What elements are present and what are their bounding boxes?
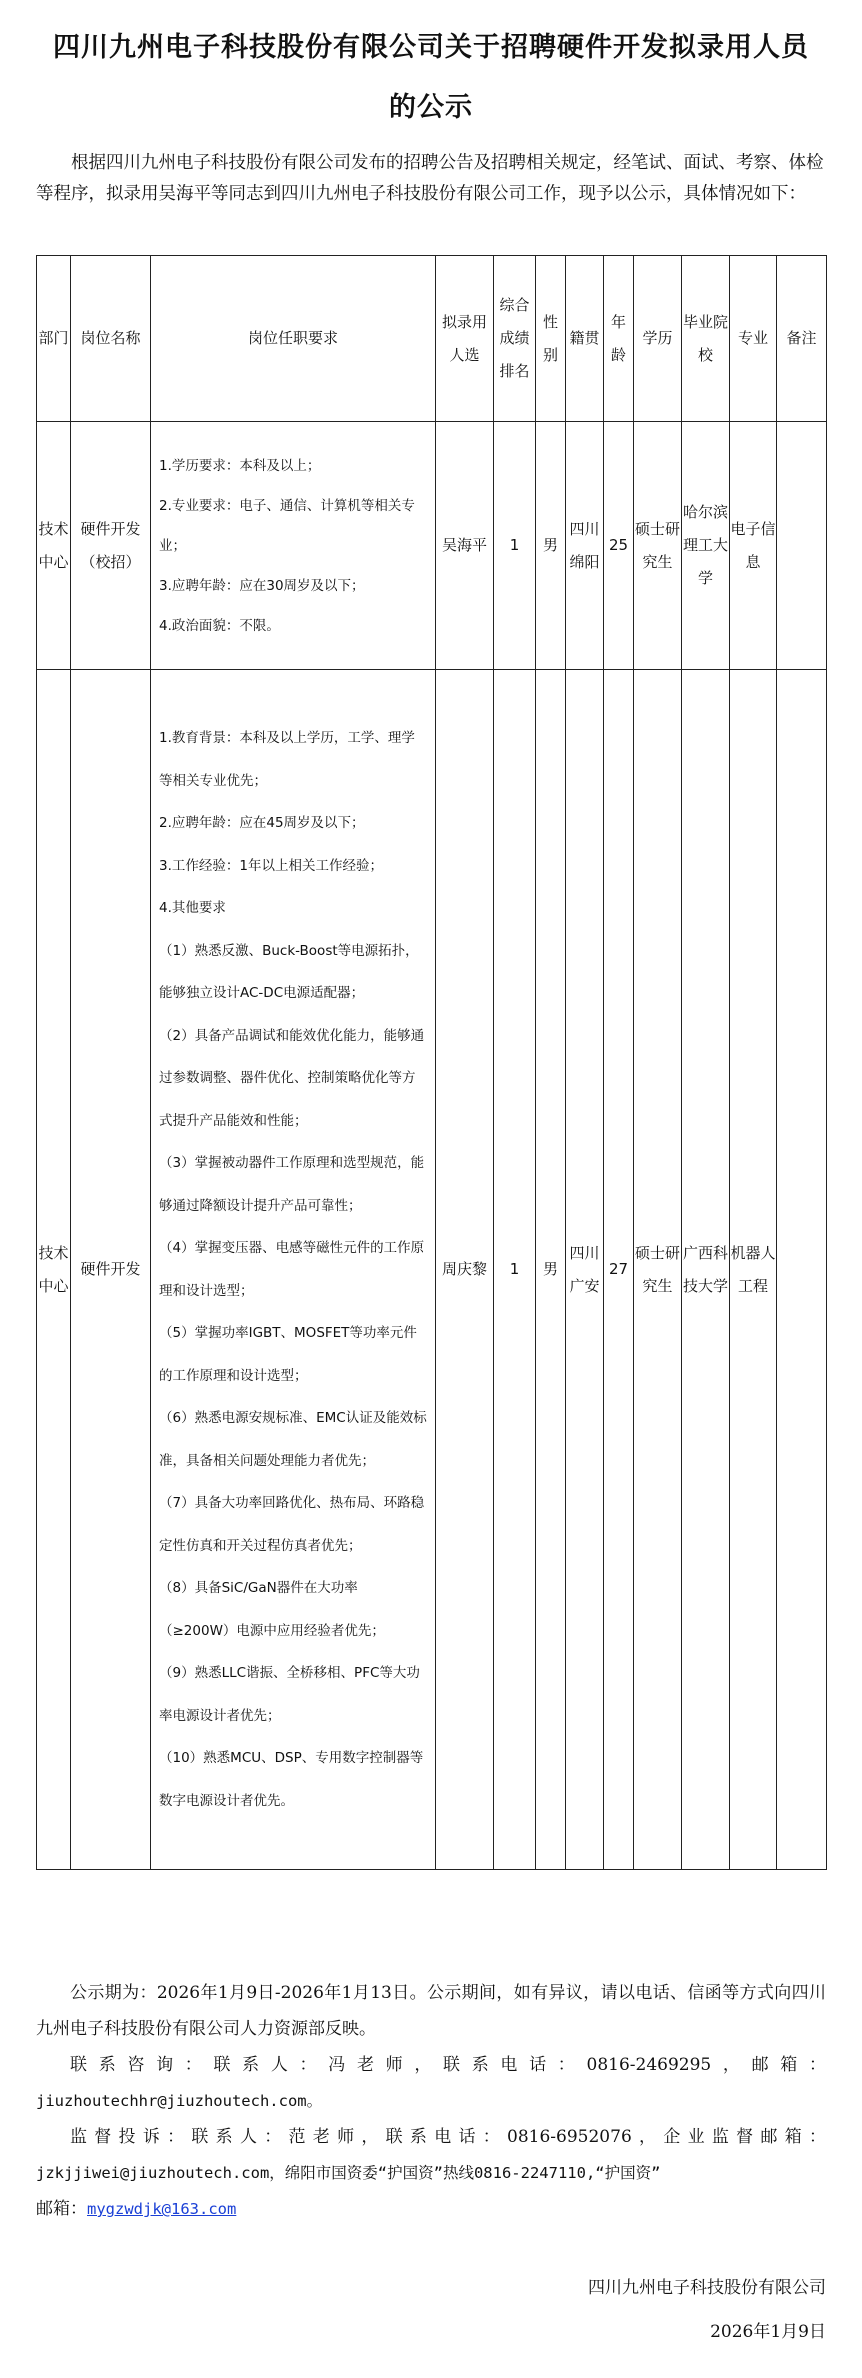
requirement-line: 2.专业要求：电子、通信、计算机等相关专业；: [159, 497, 415, 554]
requirement-line: 2.应聘年龄：应在45周岁及以下；: [159, 815, 365, 831]
row2-candidate: 周庆黎: [436, 670, 494, 1870]
row1-origin: 四川绵阳: [566, 422, 604, 670]
row1-gender: 男: [536, 422, 566, 670]
title-line-1: 四川九州电子科技股份有限公司关于招聘硬件开发拟录用人员: [53, 32, 809, 63]
table-header-row: [37, 256, 827, 422]
table-row: [37, 670, 827, 1870]
header-gender: 性别: [536, 256, 566, 422]
consult-text: 联系咨询：联系人：冯老师，联系电话：0816-2469295，邮箱：: [70, 2055, 826, 2075]
requirement-line: （2）具备产品调试和能效优化能力，能够通过参数调整、器件优化、控制策略优化等方式提升产品能效和性能；: [159, 1027, 425, 1129]
row2-position: 硬件开发: [71, 670, 151, 1870]
row1-note: [777, 422, 827, 670]
requirement-line: （10）熟悉MCU、DSP、专用数字控制器等数字电源设计者优先。: [159, 1750, 424, 1809]
header-requirements: 岗位任职要求: [151, 256, 436, 422]
row1-school: 哈尔滨理工大学: [682, 422, 730, 670]
requirement-line: （6）熟悉电源安规标准、EMC认证及能效标准，具备相关问题处理能力者优先；: [159, 1410, 427, 1469]
row1-candidate: 吴海平: [436, 422, 494, 670]
row2-rank: 1: [494, 670, 536, 1870]
header-note: 备注: [777, 256, 827, 422]
signature-block: [588, 2270, 826, 2350]
header-candidate: 拟录用人选: [436, 256, 494, 422]
row1-age: 25: [604, 422, 634, 670]
row2-note: [777, 670, 827, 1870]
header-education: 学历: [634, 256, 682, 422]
row2-requirements: [151, 670, 436, 1870]
row1-major: 电子信息: [730, 422, 777, 670]
signature-date: 2026年1月9日: [710, 2322, 826, 2342]
header-school: 毕业院校: [682, 256, 730, 422]
requirement-line: （7）具备大功率回路优化、热布局、环路稳定性仿真和开关过程仿真者优先；: [159, 1495, 425, 1554]
requirement-line: 4.政治面貌：不限。: [159, 617, 280, 634]
requirement-line: 1.学历要求：本科及以上；: [159, 457, 321, 474]
contact-consult: [36, 2047, 826, 2119]
row2-origin: 四川广安: [566, 670, 604, 1870]
header-dept: 部门: [37, 256, 71, 422]
requirement-line: 3.应聘年龄：应在30周岁及以下；: [159, 577, 365, 594]
header-rank: 综合成绩排名: [494, 256, 536, 422]
row1-education: 硕士研究生: [634, 422, 682, 670]
table-row: [37, 422, 827, 670]
row1-requirements: [151, 422, 436, 670]
requirement-line: （5）掌握功率IGBT、MOSFET等功率元件的工作原理和设计选型；: [159, 1325, 417, 1384]
row2-age: 27: [604, 670, 634, 1870]
row1-position: 硬件开发（校招）: [71, 422, 151, 670]
row2-gender: 男: [536, 670, 566, 1870]
intro-paragraph: 根据四川九州电子科技股份有限公司发布的招聘公告及招聘相关规定，经笔试、面试、考察、体检等程序，拟录用吴海平等同志到四川九州电子科技股份有限公司工作，现予以公示，具体情况如下：: [36, 153, 824, 204]
row2-major: 机器人工程: [730, 670, 777, 1870]
row2-education: 硕士研究生: [634, 670, 682, 1870]
document-title: [30, 18, 832, 138]
supervise-email-line: jzkjjiwei@jiuzhoutech.com，绵阳市国资委“护国资”热线0816-2247110,“护国资”: [36, 2164, 661, 2182]
row2-school: 广西科技大学: [682, 670, 730, 1870]
signature-org: 四川九州电子科技股份有限公司: [588, 2278, 826, 2298]
requirement-line: （4）掌握变压器、电感等磁性元件的工作原理和设计选型；: [159, 1240, 425, 1299]
header-position: 岗位名称: [71, 256, 151, 422]
supervise-mail-label: 邮箱：: [36, 2199, 87, 2219]
requirement-line: （8）具备SiC/GaN器件在大功率（≥200W）电源中应用经验者优先；: [159, 1580, 385, 1639]
supervise-mail-link[interactable]: mygzwdjk@163.com: [87, 2200, 237, 2218]
supervise-text: 监督投诉：联系人：范老师，联系电话：0816-6952076，企业监督邮箱：: [70, 2127, 826, 2147]
requirement-line: 4.其他要求: [159, 900, 226, 916]
requirement-line: 1.教育背景：本科及以上学历，工学、理学等相关专业优先；: [159, 730, 415, 789]
header-origin: 籍贯: [566, 256, 604, 422]
supervise-mail-line: [36, 2191, 826, 2227]
row2-dept: 技术中心: [37, 670, 71, 1870]
requirement-line: （3）掌握被动器件工作原理和选型规范，能够通过降额设计提升产品可靠性；: [159, 1155, 425, 1214]
requirement-line: （1）熟悉反激、Buck-Boost等电源拓扑，能够独立设计AC-DC电源适配器；: [159, 942, 419, 1001]
header-age: 年龄: [604, 256, 634, 422]
row1-rank: 1: [494, 422, 536, 670]
notice-footer: [36, 1975, 826, 2227]
row1-dept: 技术中心: [37, 422, 71, 670]
header-major: 专业: [730, 256, 777, 422]
contact-supervise: [36, 2119, 826, 2191]
candidate-table: [36, 255, 827, 1870]
publicity-period: 公示期为：2026年1月9日-2026年1月13日。公示期间，如有异议，请以电话、信函等方式向四川九州电子科技股份有限公司人力资源部反映。: [36, 1983, 826, 2039]
consult-email: jiuzhoutechhr@jiuzhoutech.com。: [36, 2092, 323, 2110]
requirement-line: 3.工作经验：1年以上相关工作经验；: [159, 857, 383, 874]
requirement-line: （9）熟悉LLC谐振、全桥移相、PFC等大功率电源设计者优先；: [159, 1665, 420, 1724]
title-line-2: 的公示: [389, 92, 473, 123]
